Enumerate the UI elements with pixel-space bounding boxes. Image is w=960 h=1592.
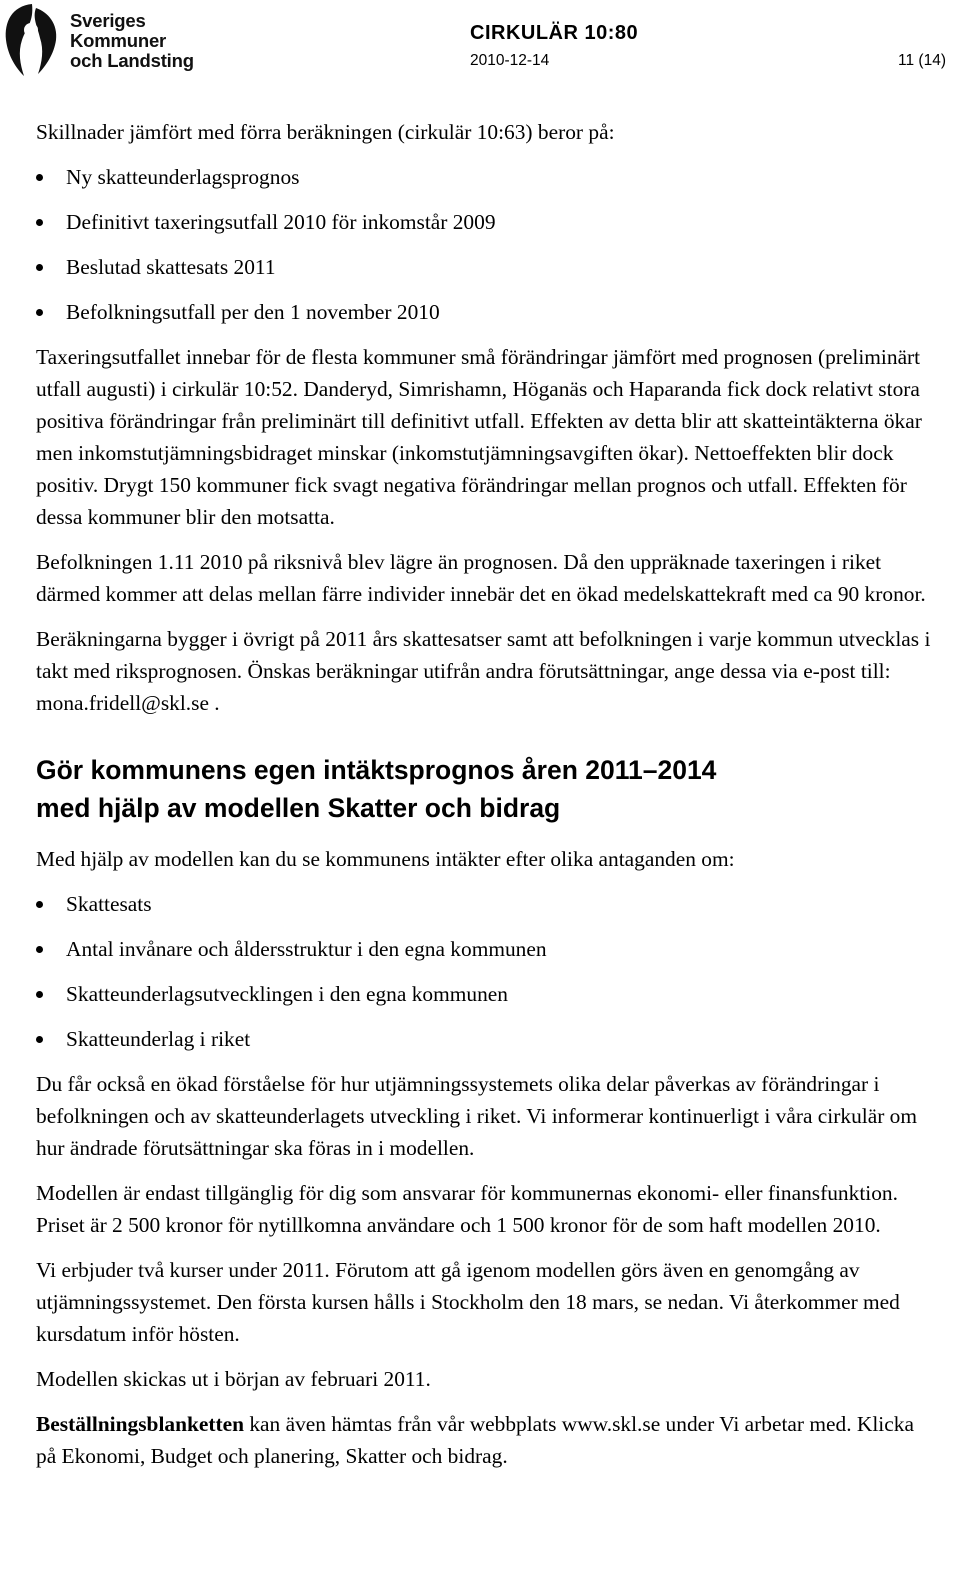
- document-date: 2010-12-14: [470, 52, 550, 69]
- assumptions-list: [36, 888, 932, 1055]
- bullet-icon: [36, 901, 43, 908]
- section-heading: Gör kommunens egen intäktsprognos åren 2011–2014 med hjälp av modellen Skatter och bidrag: [36, 755, 717, 823]
- pricing-paragraph: Modellen är endast tillgänglig för dig som ansvarar för kommunernas ekonomi- eller finansfunktion. Priset är 2 500 kronor för nytillkomna användare och 1 500 kronor för de som haft modellen 2010.: [36, 1181, 898, 1237]
- list-item: Skatteunderlagsutvecklingen i den egna kommunen: [36, 978, 932, 1010]
- logo-line-3: och Landsting: [70, 50, 194, 71]
- model-intro-paragraph: Med hjälp av modellen kan du se kommunens intäkter efter olika antaganden om:: [36, 847, 735, 871]
- calculation-paragraph: Beräkningarna bygger i övrigt på 2011 års skattesatser samt att befolkningen i varje kommun utvecklas i takt med riksprognosen. Önskas beräkningar utifrån andra förutsättningar, ange dessa via e-post till: mona.fridell@skl.se .: [36, 627, 931, 715]
- bullet-icon: [36, 1036, 43, 1043]
- logo-wordmark: [70, 11, 194, 71]
- bullet-icon: [36, 219, 43, 226]
- order-form-label: Beställningsblanketten: [36, 1412, 245, 1436]
- logo-line-1: Sveriges: [70, 10, 146, 31]
- list-item: Skattesats: [36, 888, 932, 920]
- list-item: Antal invånare och åldersstruktur i den egna kommunen: [36, 933, 932, 965]
- population-paragraph: Befolkningen 1.11 2010 på riksnivå blev lägre än prognosen. Då den uppräknade taxeringen i riket därmed kommer att delas mellan färre individer innebär det en ökad medelskattekraft med ca 90 kronor.: [36, 550, 926, 606]
- intro-paragraph: Skillnader jämfört med förra beräkningen (cirkulär 10:63) beror på:: [36, 120, 615, 144]
- dispatch-paragraph: Modellen skickas ut i början av februari 2011.: [36, 1367, 431, 1391]
- changes-list: [36, 161, 932, 328]
- bullet-icon: [36, 174, 43, 181]
- bullet-icon: [36, 264, 43, 271]
- logo: [2, 2, 202, 82]
- bullet-icon: [36, 946, 43, 953]
- page-number: 11 (14): [898, 52, 946, 69]
- logo-emblem-icon: [2, 2, 66, 82]
- bullet-icon: [36, 309, 43, 316]
- bullet-icon: [36, 991, 43, 998]
- document-body: [36, 116, 932, 1485]
- list-item: Beslutad skattesats 2011: [36, 251, 932, 283]
- list-item: Definitivt taxeringsutfall 2010 för inkomstår 2009: [36, 206, 932, 238]
- list-item: Ny skatteunderlagsprognos: [36, 161, 932, 193]
- document-title: CIRKULÄR 10:80: [470, 22, 639, 44]
- list-item: Befolkningsutfall per den 1 november 2010: [36, 296, 932, 328]
- taxation-paragraph: Taxeringsutfallet innebar för de flesta kommuner små förändringar jämfört med prognosen (preliminärt utfall augusti) i cirkulär 10:52. Danderyd, Simrishamn, Höganäs och Haparanda fick dock relativt stora positiva förändringar från preliminärt till definitivt utfall. Effekten av detta blir att skatteintäkterna ökar men inkomstutjämningsbidraget minskar (inkomstutjämningsavgiften ökar). Nettoeffekten blir dock positiv. Drygt 150 kommuner fick svagt negativa förändringar mellan prognos och utfall. Effekten för dessa kommuner blir den motsatta.: [36, 345, 922, 529]
- courses-paragraph: Vi erbjuder två kurser under 2011. Förutom att gå igenom modellen görs även en genomgång av utjämningssystemet. Den första kursen hålls i Stockholm den 18 mars, se nedan. Vi återkommer med kursdatum inför hösten.: [36, 1258, 900, 1346]
- order-form-paragraph: Beställningsblanketten kan även hämtas från vår webbplats www.skl.se under Vi arbetar med. Klicka på Ekonomi, Budget och planering, Skatter och bidrag.: [36, 1412, 914, 1468]
- understanding-paragraph: Du får också en ökad förståelse för hur utjämningssystemets olika delar påverkas av förändringar i befolkningen och av skatteunderlagets utveckling i riket. Vi informerar kontinuerligt i våra cirkulär om hur ändrade förutsättningar ska föras in i modellen.: [36, 1072, 918, 1160]
- list-item: Skatteunderlag i riket: [36, 1023, 932, 1055]
- logo-line-2: Kommuner: [70, 30, 167, 51]
